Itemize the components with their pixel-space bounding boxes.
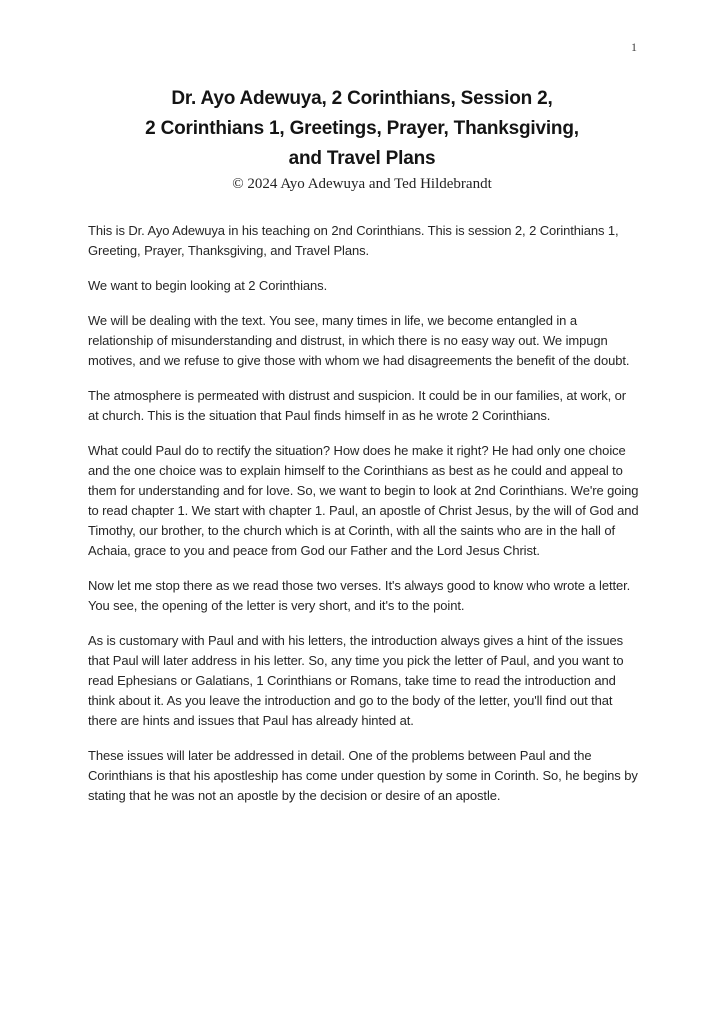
paragraph-stop-there: Now let me stop there as we read those two verses. It's always good to know who wrote a letter. You see, the opening of the letter is very short, and it's to the point.	[88, 578, 631, 613]
paragraph-atmosphere: The atmosphere is permeated with distrust and suspicion. It could be in our families, at work, or at church. This is the situation that Paul finds himself in as he wrote 2 Corinthians.	[88, 388, 627, 423]
document-body	[88, 221, 640, 806]
paragraph-issues-addressed: These issues will later be addressed in detail. One of the problems between Paul and the Corinthians is that his apostleship has come under question by some in Corinth. So, he begins by stating that he was not an apostle by the decision or desire of an apostle.	[88, 748, 638, 803]
copyright-line: © 2024 Ayo Adewuya and Ted Hildebrandt	[232, 176, 492, 192]
document-header	[0, 84, 724, 194]
title-line-2: 2 Corinthians 1, Greetings, Prayer, Thanksgiving,	[145, 118, 579, 139]
paragraph-customary-with-paul: As is customary with Paul and with his letters, the introduction always gives a hint of the issues that Paul will later address in his letter. So, any time you pick the letter of Paul, and you want to read Ephesians or Galatians, 1 Corinthians or Romans, take time to read the introduction and think about it. As you leave the introduction and go to the body of the letter, you'll find out that there are hints and issues that Paul has already hinted at.	[88, 633, 624, 728]
title-line-1: Dr. Ayo Adewuya, 2 Corinthians, Session 2,	[171, 88, 553, 109]
paragraph-begin-looking: We want to begin looking at 2 Corinthians.	[88, 278, 328, 293]
paragraph-intro: This is Dr. Ayo Adewuya in his teaching on 2nd Corinthians. This is session 2, 2 Corinthians 1, Greeting, Prayer, Thanksgiving, and Travel Plans.	[88, 223, 619, 258]
page-number: 1	[631, 40, 637, 54]
title-line-3: and Travel Plans	[288, 148, 436, 169]
document-title	[0, 84, 724, 174]
paragraph-dealing-with-text: We will be dealing with the text. You see, many times in life, we become entangled in a relationship of misunderstanding and distrust, in which there is no easy way out. We impugn motives, and we refuse to give those with whom we had disagreements the benefit of the doubt.	[88, 313, 630, 368]
paragraph-rectify-situation: What could Paul do to rectify the situation? How does he make it right? He had only one choice and the one choice was to explain himself to the Corinthians as best as he could and appeal to them for understanding and for love. So, we want to begin to look at 2nd Corinthians. We're going to read chapter 1. We start with chapter 1. Paul, an apostle of Christ Jesus, by the will of God and Timothy, our brother, to the church which is at Corinth, with all the saints who are in the hall of Achaia, grace to you and peace from God our Father and the Lord Jesus Christ.	[88, 443, 639, 558]
